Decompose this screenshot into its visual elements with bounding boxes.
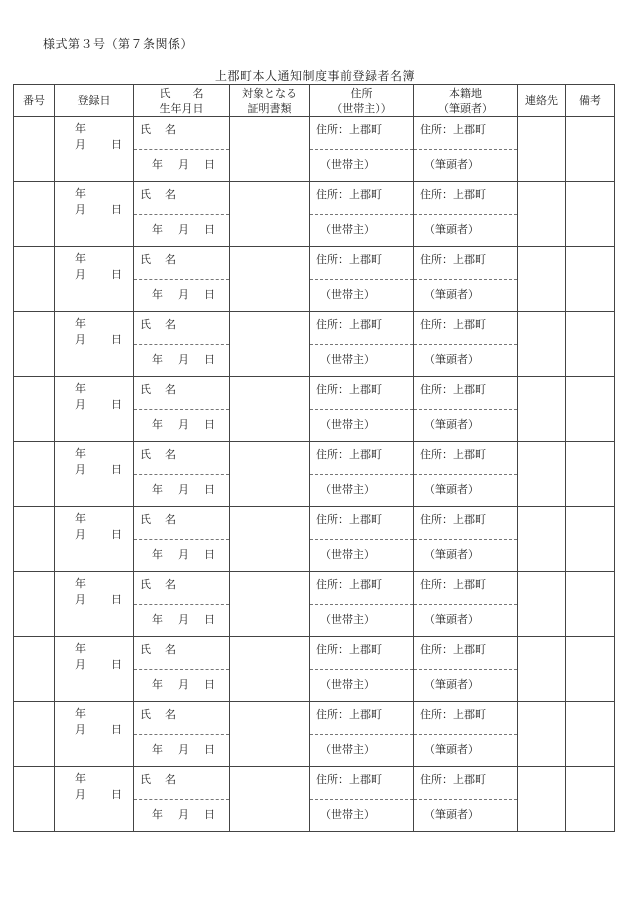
table-row [14, 312, 615, 377]
name-label-given: 名 [165, 123, 176, 136]
day-label: 日 [111, 398, 122, 411]
name-birthdate-cell[interactable] [134, 702, 230, 767]
contact-cell[interactable] [518, 377, 566, 442]
domicile-cell[interactable] [414, 572, 518, 637]
birth-month-label: 月 [178, 288, 189, 301]
birth-day-label: 日 [204, 418, 215, 431]
address-cell[interactable] [310, 702, 414, 767]
certificate-type-cell[interactable] [230, 117, 310, 182]
address-prefix: 住所：上郡町 [316, 188, 382, 201]
birth-month-label: 月 [178, 353, 189, 366]
name-label-family: 氏 [140, 253, 151, 266]
name-label-family: 氏 [140, 188, 151, 201]
name-label-family: 氏 [140, 773, 151, 786]
month-label: 月 [75, 658, 86, 671]
contact-cell[interactable] [518, 767, 566, 832]
certificate-type-cell[interactable] [230, 767, 310, 832]
month-label: 月 [75, 138, 86, 151]
number-cell[interactable] [14, 637, 55, 702]
address-prefix: 住所：上郡町 [316, 123, 382, 136]
birth-month-label: 月 [178, 678, 189, 691]
name-label-given: 名 [165, 578, 176, 591]
day-label: 日 [111, 203, 122, 216]
certificate-type-cell[interactable] [230, 182, 310, 247]
domicile-prefix: 住所：上郡町 [420, 188, 486, 201]
year-label: 年 [75, 707, 86, 720]
household-head-label: （世帯主） [320, 613, 375, 626]
domicile-prefix: 住所：上郡町 [420, 708, 486, 721]
header-address-line2: （世帯主）） [331, 101, 392, 115]
domicile-cell[interactable] [414, 182, 518, 247]
birth-year-label: 年 [152, 223, 163, 236]
domicile-prefix: 住所：上郡町 [420, 578, 486, 591]
day-label: 日 [111, 333, 122, 346]
birth-day-label: 日 [204, 808, 215, 821]
day-label: 日 [111, 658, 122, 671]
name-birthdate-cell[interactable] [134, 637, 230, 702]
birth-year-label: 年 [152, 678, 163, 691]
name-birthdate-cell[interactable] [134, 312, 230, 377]
domicile-cell[interactable] [414, 767, 518, 832]
number-cell[interactable] [14, 247, 55, 312]
address-prefix: 住所：上郡町 [316, 383, 382, 396]
month-label: 月 [75, 788, 86, 801]
year-label: 年 [75, 772, 86, 785]
address-cell[interactable] [310, 182, 414, 247]
remarks-cell[interactable] [566, 247, 615, 312]
header-name: 氏 名 [159, 86, 204, 100]
header-contact: 連絡先 [518, 85, 566, 117]
header-name-birthdate [134, 85, 230, 117]
domicile-cell[interactable] [414, 312, 518, 377]
registration-date-cell[interactable] [55, 117, 134, 182]
household-head-label: （世帯主） [320, 548, 375, 561]
domicile-prefix: 住所：上郡町 [420, 318, 486, 331]
birth-year-label: 年 [152, 418, 163, 431]
name-birthdate-cell[interactable] [134, 767, 230, 832]
domicile-cell[interactable] [414, 247, 518, 312]
family-head-label: （筆頭者） [424, 613, 479, 626]
year-label: 年 [75, 382, 86, 395]
number-cell[interactable] [14, 377, 55, 442]
month-label: 月 [75, 203, 86, 216]
name-birthdate-cell[interactable] [134, 182, 230, 247]
month-label: 月 [75, 398, 86, 411]
address-cell[interactable] [310, 117, 414, 182]
birth-month-label: 月 [178, 418, 189, 431]
month-label: 月 [75, 463, 86, 476]
address-prefix: 住所：上郡町 [316, 448, 382, 461]
family-head-label: （筆頭者） [424, 548, 479, 561]
household-head-label: （世帯主） [320, 678, 375, 691]
birth-day-label: 日 [204, 158, 215, 171]
header-birthdate: 生年月日 [159, 101, 204, 115]
birth-month-label: 月 [178, 743, 189, 756]
remarks-cell[interactable] [566, 637, 615, 702]
birth-month-label: 月 [178, 548, 189, 561]
table-row [14, 572, 615, 637]
address-cell[interactable] [310, 572, 414, 637]
birth-year-label: 年 [152, 353, 163, 366]
birth-month-label: 月 [178, 483, 189, 496]
year-label: 年 [75, 317, 86, 330]
registration-date-cell[interactable] [55, 442, 134, 507]
address-prefix: 住所：上郡町 [316, 578, 382, 591]
family-head-label: （筆頭者） [424, 483, 479, 496]
year-label: 年 [75, 447, 86, 460]
year-label: 年 [75, 187, 86, 200]
certificate-type-cell[interactable] [230, 637, 310, 702]
number-cell[interactable] [14, 702, 55, 767]
remarks-cell[interactable] [566, 702, 615, 767]
birth-month-label: 月 [178, 613, 189, 626]
birth-day-label: 日 [204, 743, 215, 756]
certificate-type-cell[interactable] [230, 507, 310, 572]
name-birthdate-cell[interactable] [134, 572, 230, 637]
name-label-family: 氏 [140, 643, 151, 656]
month-label: 月 [75, 333, 86, 346]
number-cell[interactable] [14, 507, 55, 572]
birth-day-label: 日 [204, 483, 215, 496]
certificate-type-cell[interactable] [230, 702, 310, 767]
contact-cell[interactable] [518, 702, 566, 767]
remarks-cell[interactable] [566, 377, 615, 442]
table-row [14, 507, 615, 572]
header-address-line1: 住所 [350, 86, 373, 100]
address-cell[interactable] [310, 377, 414, 442]
family-head-label: （筆頭者） [424, 288, 479, 301]
domicile-prefix: 住所：上郡町 [420, 448, 486, 461]
year-label: 年 [75, 122, 86, 135]
birth-day-label: 日 [204, 613, 215, 626]
address-prefix: 住所：上郡町 [316, 513, 382, 526]
name-birthdate-cell[interactable] [134, 247, 230, 312]
birth-year-label: 年 [152, 808, 163, 821]
number-cell[interactable] [14, 767, 55, 832]
address-cell[interactable] [310, 442, 414, 507]
birth-year-label: 年 [152, 288, 163, 301]
header-cert-line1: 対象となる [242, 86, 297, 100]
domicile-cell[interactable] [414, 637, 518, 702]
header-domicile [414, 85, 518, 117]
registration-date-cell[interactable] [55, 182, 134, 247]
year-label: 年 [75, 512, 86, 525]
number-cell[interactable] [14, 182, 55, 247]
household-head-label: （世帯主） [320, 158, 375, 171]
header-domicile-line1: 本籍地 [449, 86, 482, 100]
address-prefix: 住所：上郡町 [316, 643, 382, 656]
day-label: 日 [111, 138, 122, 151]
certificate-type-cell[interactable] [230, 572, 310, 637]
domicile-cell[interactable] [414, 117, 518, 182]
domicile-cell[interactable] [414, 702, 518, 767]
name-label-given: 名 [165, 383, 176, 396]
birth-day-label: 日 [204, 223, 215, 236]
remarks-cell[interactable] [566, 312, 615, 377]
birth-year-label: 年 [152, 158, 163, 171]
day-label: 日 [111, 593, 122, 606]
name-birthdate-cell[interactable] [134, 117, 230, 182]
day-label: 日 [111, 268, 122, 281]
header-cert-line2: 証明書類 [247, 101, 292, 115]
table-row [14, 702, 615, 767]
day-label: 日 [111, 528, 122, 541]
name-label-family: 氏 [140, 448, 151, 461]
name-birthdate-cell[interactable] [134, 377, 230, 442]
household-head-label: （世帯主） [320, 223, 375, 236]
name-label-family: 氏 [140, 513, 151, 526]
number-cell[interactable] [14, 312, 55, 377]
family-head-label: （筆頭者） [424, 158, 479, 171]
remarks-cell[interactable] [566, 767, 615, 832]
name-label-given: 名 [165, 708, 176, 721]
document-title: 上郡町本人通知制度事前登録者名簿 [214, 69, 415, 83]
header-registration-date: 登録日 [55, 85, 134, 117]
header-domicile-line2: （筆頭者） [438, 101, 493, 115]
registration-date-cell[interactable] [55, 767, 134, 832]
birth-day-label: 日 [204, 288, 215, 301]
table-row [14, 442, 615, 507]
address-cell[interactable] [310, 312, 414, 377]
address-cell[interactable] [310, 637, 414, 702]
domicile-prefix: 住所：上郡町 [420, 253, 486, 266]
domicile-prefix: 住所：上郡町 [420, 123, 486, 136]
birth-month-label: 月 [178, 223, 189, 236]
table-row [14, 377, 615, 442]
family-head-label: （筆頭者） [424, 808, 479, 821]
name-label-family: 氏 [140, 318, 151, 331]
header-certificate-type [230, 85, 310, 117]
contact-cell[interactable] [518, 507, 566, 572]
address-cell[interactable] [310, 767, 414, 832]
table-row [14, 767, 615, 832]
household-head-label: （世帯主） [320, 483, 375, 496]
address-prefix: 住所：上郡町 [316, 318, 382, 331]
domicile-prefix: 住所：上郡町 [420, 513, 486, 526]
table-row [14, 117, 615, 182]
domicile-prefix: 住所：上郡町 [420, 643, 486, 656]
name-label-family: 氏 [140, 708, 151, 721]
name-label-given: 名 [165, 318, 176, 331]
birth-month-label: 月 [178, 808, 189, 821]
birth-year-label: 年 [152, 483, 163, 496]
registration-date-cell[interactable] [55, 247, 134, 312]
domicile-prefix: 住所：上郡町 [420, 383, 486, 396]
registration-date-cell[interactable] [55, 702, 134, 767]
birth-day-label: 日 [204, 548, 215, 561]
domicile-prefix: 住所：上郡町 [420, 773, 486, 786]
name-label-given: 名 [165, 513, 176, 526]
address-cell[interactable] [310, 247, 414, 312]
address-prefix: 住所：上郡町 [316, 708, 382, 721]
remarks-cell[interactable] [566, 507, 615, 572]
birth-year-label: 年 [152, 743, 163, 756]
birth-day-label: 日 [204, 678, 215, 691]
registration-date-cell[interactable] [55, 377, 134, 442]
number-cell[interactable] [14, 572, 55, 637]
family-head-label: （筆頭者） [424, 678, 479, 691]
family-head-label: （筆頭者） [424, 743, 479, 756]
household-head-label: （世帯主） [320, 808, 375, 821]
certificate-type-cell[interactable] [230, 312, 310, 377]
birth-day-label: 日 [204, 353, 215, 366]
birth-month-label: 月 [178, 158, 189, 171]
remarks-cell[interactable] [566, 182, 615, 247]
name-label-family: 氏 [140, 383, 151, 396]
table-row [14, 182, 615, 247]
domicile-cell[interactable] [414, 377, 518, 442]
address-cell[interactable] [310, 507, 414, 572]
remarks-cell[interactable] [566, 572, 615, 637]
day-label: 日 [111, 723, 122, 736]
name-birthdate-cell[interactable] [134, 507, 230, 572]
day-label: 日 [111, 788, 122, 801]
name-label-given: 名 [165, 253, 176, 266]
name-label-family: 氏 [140, 123, 151, 136]
name-label-given: 名 [165, 448, 176, 461]
name-label-family: 氏 [140, 578, 151, 591]
registration-date-cell[interactable] [55, 572, 134, 637]
contact-cell[interactable] [518, 117, 566, 182]
address-prefix: 住所：上郡町 [316, 253, 382, 266]
day-label: 日 [111, 463, 122, 476]
month-label: 月 [75, 268, 86, 281]
year-label: 年 [75, 642, 86, 655]
household-head-label: （世帯主） [320, 418, 375, 431]
year-label: 年 [75, 577, 86, 590]
family-head-label: （筆頭者） [424, 223, 479, 236]
registration-date-cell[interactable] [55, 637, 134, 702]
month-label: 月 [75, 723, 86, 736]
birth-year-label: 年 [152, 548, 163, 561]
name-label-given: 名 [165, 773, 176, 786]
name-birthdate-cell[interactable] [134, 442, 230, 507]
registration-date-cell[interactable] [55, 312, 134, 377]
contact-cell[interactable] [518, 312, 566, 377]
household-head-label: （世帯主） [320, 743, 375, 756]
domicile-cell[interactable] [414, 507, 518, 572]
name-label-given: 名 [165, 188, 176, 201]
register-table [13, 84, 615, 832]
table-row [14, 637, 615, 702]
contact-cell[interactable] [518, 572, 566, 637]
birth-year-label: 年 [152, 613, 163, 626]
contact-cell[interactable] [518, 637, 566, 702]
certificate-type-cell[interactable] [230, 247, 310, 312]
contact-cell[interactable] [518, 182, 566, 247]
domicile-cell[interactable] [414, 442, 518, 507]
contact-cell[interactable] [518, 442, 566, 507]
family-head-label: （筆頭者） [424, 353, 479, 366]
certificate-type-cell[interactable] [230, 442, 310, 507]
header-number: 番号 [14, 85, 55, 117]
certificate-type-cell[interactable] [230, 377, 310, 442]
address-prefix: 住所：上郡町 [316, 773, 382, 786]
year-label: 年 [75, 252, 86, 265]
registration-date-cell[interactable] [55, 507, 134, 572]
header-remarks: 備考 [566, 85, 615, 117]
header-address [310, 85, 414, 117]
table-row [14, 247, 615, 312]
header-row [14, 85, 615, 117]
household-head-label: （世帯主） [320, 288, 375, 301]
number-cell[interactable] [14, 117, 55, 182]
remarks-cell[interactable] [566, 117, 615, 182]
form-number: 様式第３号（第７条関係） [43, 37, 194, 51]
household-head-label: （世帯主） [320, 353, 375, 366]
month-label: 月 [75, 593, 86, 606]
name-label-given: 名 [165, 643, 176, 656]
contact-cell[interactable] [518, 247, 566, 312]
remarks-cell[interactable] [566, 442, 615, 507]
family-head-label: （筆頭者） [424, 418, 479, 431]
month-label: 月 [75, 528, 86, 541]
number-cell[interactable] [14, 442, 55, 507]
